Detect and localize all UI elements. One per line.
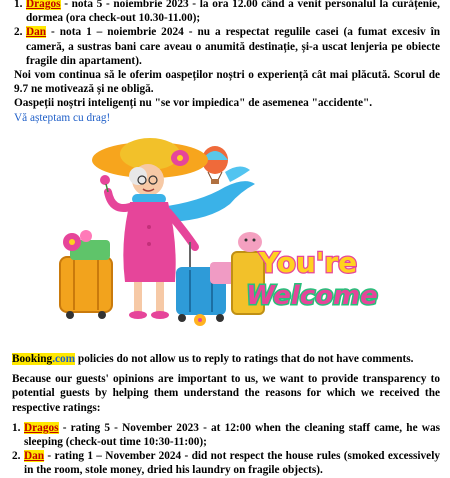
guest-name-dragos: Dragos xyxy=(26,0,61,10)
english-section xyxy=(12,352,440,478)
guests-paragraph: Oaspeții noștri inteligenți nu "se vor impiedica" de asemenea "accidente". xyxy=(14,97,373,110)
suitcase-left-icon xyxy=(60,240,112,319)
romanian-section xyxy=(14,0,440,125)
item-number: 1. xyxy=(14,0,23,10)
item-number: 1. xyxy=(12,421,21,434)
review-text: - nota 1 – noiembrie 2024 - nu a respectat regulile casei (a fumat excesiv în cameră, a sustras bani care aveau o anumită destinație, și-a uscat lenjeria pe obiecte fragile din apartament). xyxy=(26,26,440,67)
welcome-graphic xyxy=(246,246,378,311)
flower-icon xyxy=(194,314,206,326)
review-item-2-en xyxy=(12,449,440,477)
review-item-2 xyxy=(14,25,440,68)
guest-name-dan: Dan xyxy=(24,450,45,463)
continue-paragraph: Noi vom continua să le oferim oaspeților noștri o experiență cât mai plăcută. Scorul de 9.7 ne motivează și ne obligă. xyxy=(14,69,440,96)
balloon-icon xyxy=(202,146,228,184)
transparency-paragraph: Because our guests' opinions are important to us, we want to provide transparency to potential guests by helping them understand the reasons for which we received the respective ratings: xyxy=(12,373,440,414)
welcome-line-1: You're xyxy=(258,246,358,279)
item-number: 2. xyxy=(14,26,23,39)
review-text: - rating 5 - November 2023 - at 12:00 when the cleaning staff came, he was sleeping (check-out time 10:30-11:00); xyxy=(24,421,440,449)
welcome-line-2: Welcome xyxy=(246,281,378,311)
review-text: - nota 5 - noiembrie 2023 - la ora 12.00 când a venit personalul la curățenie, dormea (ora check-out 10.30-11.00); xyxy=(26,0,440,25)
booking-policy-paragraph: Booking.com policies do not allow us to reply to ratings that do not have comments. xyxy=(12,353,414,365)
review-item-1-en xyxy=(12,421,440,449)
guest-name-dragos: Dragos xyxy=(24,421,59,434)
welcome-message: Vă așteptam cu drag! xyxy=(14,111,111,124)
review-item-1 xyxy=(14,0,440,25)
review-text: - rating 1 – November 2024 - did not respect the house rules (smoked excessively in the room, stole money, dried his laundry on fragile objects). xyxy=(24,450,440,477)
booking-brand: Booking.com xyxy=(12,353,76,365)
guest-name-dan: Dan xyxy=(26,26,47,39)
item-number: 2. xyxy=(12,450,21,463)
welcome-illustration xyxy=(50,132,380,332)
